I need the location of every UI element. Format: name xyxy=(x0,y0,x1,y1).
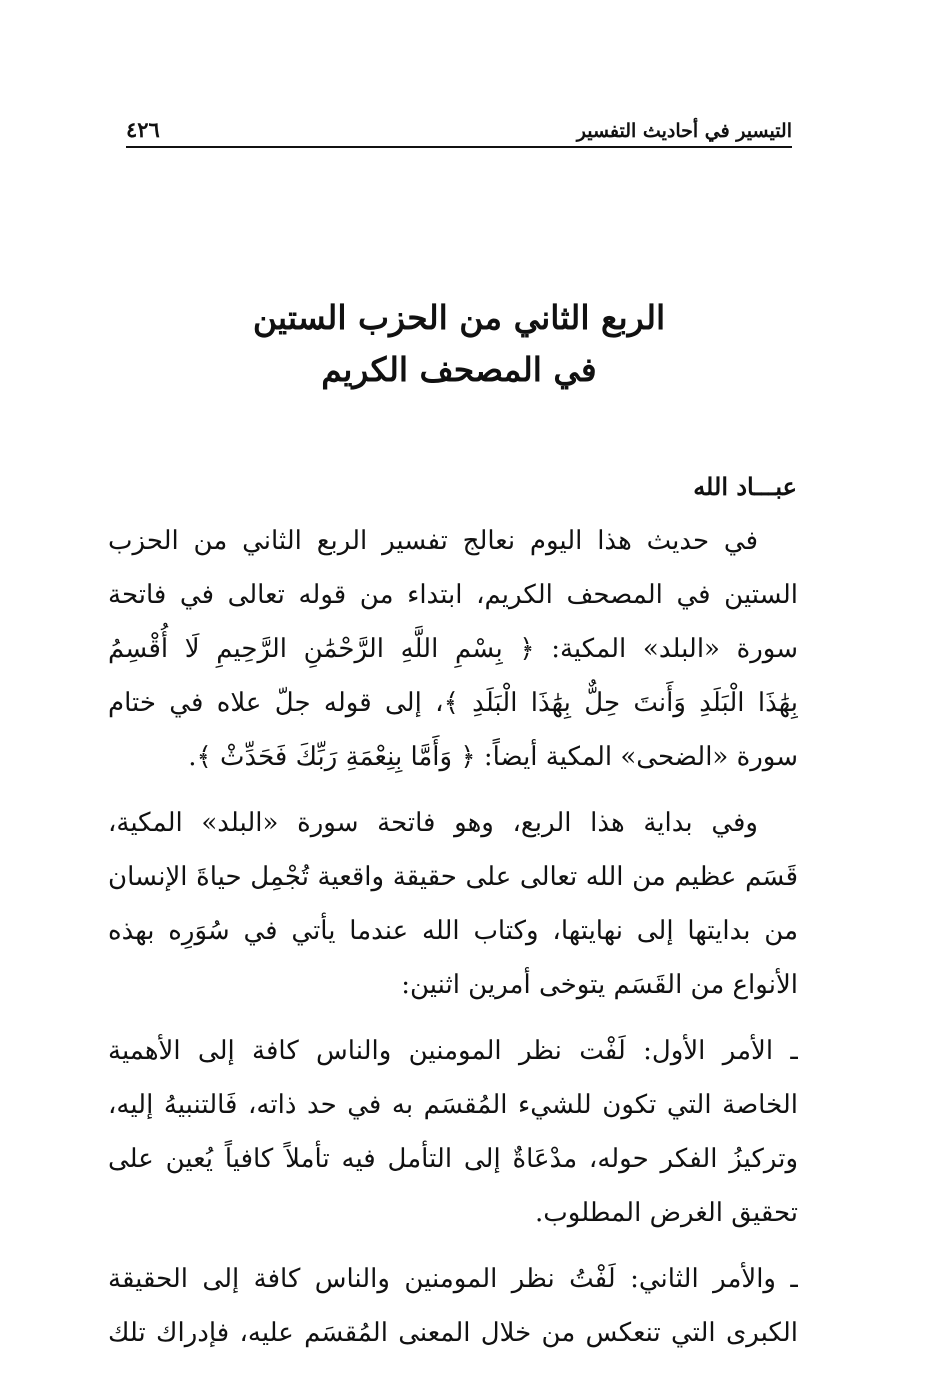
text-line: بِهَٰذَا الْبَلَدِ وَأَنتَ حِلٌّ بِهَٰذَا الْبَلَدِ ﴾، إلى قوله جلّ علاه في ختام xyxy=(108,688,798,718)
paragraph-gap xyxy=(108,1012,798,1024)
page-number: ٤٢٦ xyxy=(126,117,160,142)
chapter-title-line-1: الربع الثاني من الحزب الستين xyxy=(252,298,666,337)
text-line: سورة «البلد» المكية: ﴿ بِسْمِ اللَّهِ الرَّحْمَٰنِ الرَّحِيمِ لَا أُقْسِمُ xyxy=(108,634,798,664)
paragraph-4 xyxy=(108,1252,798,1360)
paragraph-gap xyxy=(108,1240,798,1252)
text-line: الكبرى التي تنعكس من خلال المعنى المُقسَم عليه، فإدراك تلك xyxy=(108,1318,798,1348)
text-line: قَسَم عظيم من الله تعالى على حقيقة واقعية تُجْمِل حياةَ الإنسان xyxy=(108,862,798,892)
text-line: في حديث هذا اليوم نعالج تفسير الربع الثاني من الحزب xyxy=(108,526,758,556)
text-line: ـ والأمر الثاني: لَفْتُ نظر المومنين والناس كافة إلى الحقيقة xyxy=(108,1264,798,1294)
chapter-title xyxy=(126,292,792,396)
text-line: من بدايتها إلى نهايتها، وكتاب الله عندما يأتي في سُوَرِه بهذه xyxy=(108,916,798,946)
chapter-title-line-2: في المصحف الكريم xyxy=(321,350,597,389)
text-line: وتركيزُ الفكر حوله، مدْعَاةٌ إلى التأمل فيه تأملاً كافياً يُعين على xyxy=(108,1144,798,1174)
text-line: سورة «الضحى» المكية أيضاً: ﴿ وَأَمَّا بِنِعْمَةِ رَبِّكَ فَحَدِّثْ ﴾. xyxy=(188,742,798,772)
paragraph-gap xyxy=(108,784,798,796)
text-line: الستين في المصحف الكريم، ابتداء من قوله تعالى في فاتحة xyxy=(108,580,798,610)
running-title: التيسير في أحاديث التفسير xyxy=(576,120,792,142)
text-line: الخاصة التي تكون للشيء المُقسَم به في حد ذاته، فَالتنبيهُ إليه، xyxy=(108,1090,798,1120)
text-line: الأنواع من القَسَم يتوخى أمرين اثنين: xyxy=(401,970,798,1000)
body-text xyxy=(108,514,798,1360)
text-line: تحقيق الغرض المطلوب. xyxy=(535,1198,798,1228)
text-line: وفي بداية هذا الربع، وهو فاتحة سورة «البلد» المكية، xyxy=(108,808,758,838)
text-line: ـ الأمر الأول: لَفْت نظر المومنين والناس كافة إلى الأهمية xyxy=(108,1036,798,1066)
paragraph-3 xyxy=(108,1024,798,1240)
address-heading: عبـــاد الله xyxy=(693,472,797,501)
running-header xyxy=(126,110,792,148)
paragraph-2 xyxy=(108,796,798,1012)
paragraph-1 xyxy=(108,514,798,784)
